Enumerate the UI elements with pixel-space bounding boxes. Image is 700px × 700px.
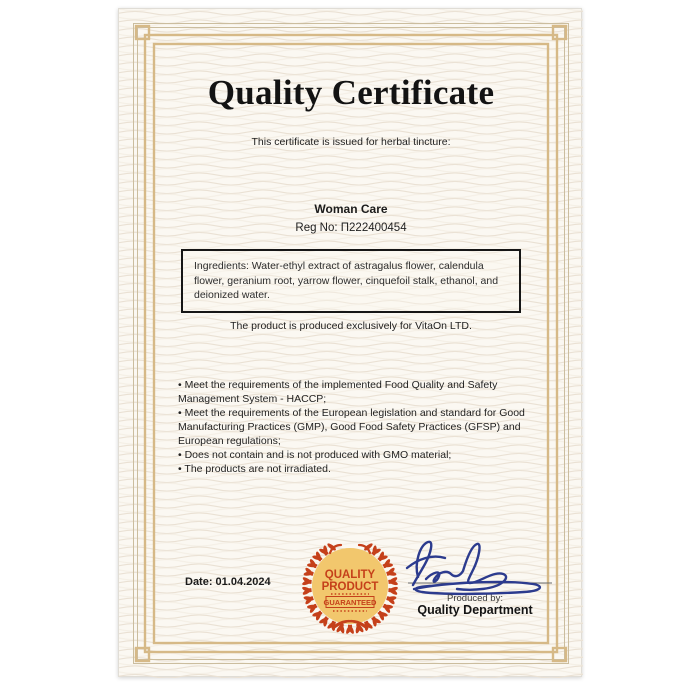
issue-date: Date: 01.04.2024 bbox=[185, 576, 271, 588]
certificate-paper bbox=[118, 8, 582, 677]
producing-department: Quality Department bbox=[417, 603, 533, 617]
signature-scribble bbox=[407, 542, 540, 594]
exclusivity-note: The product is produced exclusively for VitaOn LTD. bbox=[230, 320, 472, 332]
requirement-item: • Does not contain and is not produced with GMO material; bbox=[178, 448, 536, 462]
requirement-item: • Meet the requirements of the implemented Food Quality and Safety Management System - HACCP; bbox=[178, 378, 536, 406]
ingredients-box: Ingredients: Water-ethyl extract of astragalus flower, calendula flower, geranium root, yarrow flower, cinquefoil stalk, ethanol, and deionized water. bbox=[181, 249, 521, 313]
certificate-content bbox=[119, 9, 583, 678]
requirement-item: • The products are not irradiated. bbox=[178, 462, 536, 476]
requirement-item: • Meet the requirements of the European legislation and standard for Good Manufacturing Practices (GMP), Good Food Safety Practices (GFSP) and European regulations; bbox=[178, 406, 536, 448]
produced-by-label: Produced by: bbox=[447, 593, 503, 604]
signature-image bbox=[402, 533, 558, 597]
requirements-list bbox=[178, 378, 536, 476]
certificate-title: Quality Certificate bbox=[207, 73, 495, 112]
badge-text-guaranteed: GUARANTEED bbox=[323, 598, 377, 607]
badge-text-quality: QUALITY bbox=[324, 569, 376, 581]
certificate-subtitle: This certificate is issued for herbal tincture: bbox=[251, 136, 451, 148]
registration-number: Reg No: П222400454 bbox=[295, 222, 407, 234]
product-name: Woman Care bbox=[314, 202, 388, 216]
badge-text-product: PRODUCT bbox=[321, 581, 379, 593]
quality-badge-seal bbox=[300, 536, 400, 636]
